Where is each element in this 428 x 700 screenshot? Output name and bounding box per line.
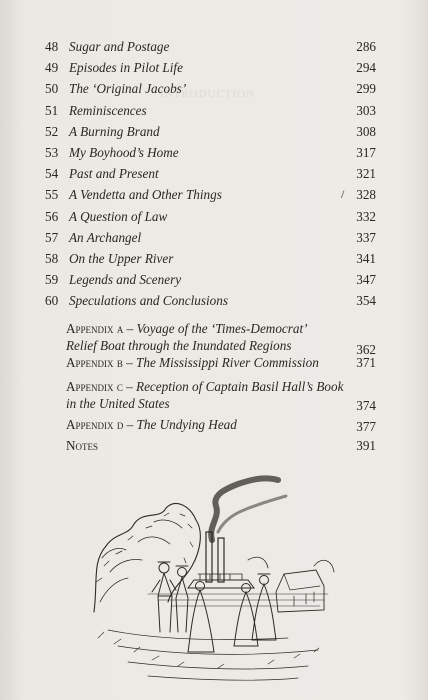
chapter-number: 51 — [45, 102, 59, 118]
chapter-number: 53 — [45, 144, 59, 160]
page-number: 321 — [356, 166, 376, 182]
page-number: 337 — [356, 229, 376, 245]
notes-label: Notes — [66, 438, 99, 453]
chapter-title: Reminiscences — [69, 102, 147, 118]
page-number: 377 — [356, 419, 376, 434]
chapter-number: 50 — [45, 81, 59, 97]
page-number: 371 — [356, 355, 376, 370]
chapter-number: 57 — [45, 229, 59, 245]
chapter-title: The ‘Original Jacobs’ — [69, 81, 187, 97]
pencil-mark: / — [341, 187, 345, 201]
appendix-entry — [66, 378, 376, 413]
chapter-title: Sugar and Postage — [69, 39, 170, 54]
chapter-number: 48 — [45, 39, 59, 54]
toc-entry — [0, 290, 428, 311]
appendix-entry — [66, 320, 376, 357]
toc-entry — [0, 163, 428, 184]
chapter-title: Episodes in Pilot Life — [69, 60, 183, 76]
bleed-through-text: INTRODUCTION — [160, 88, 256, 100]
chapter-title: A Vendetta and Other Things — [69, 187, 222, 203]
page-number: 374 — [356, 398, 376, 413]
chapter-number: 54 — [45, 166, 59, 182]
toc-entry — [0, 184, 428, 205]
chapter-title: My Boyhood’s Home — [69, 144, 179, 160]
page-number: 347 — [356, 272, 376, 288]
page-number: 391 — [356, 438, 376, 453]
chapter-number: 59 — [45, 272, 59, 288]
dash: – — [126, 417, 134, 432]
page-number: 362 — [356, 342, 376, 357]
appendix-label: Appendix b — [66, 355, 123, 370]
chapter-number: 55 — [45, 187, 59, 203]
page-number: 294 — [356, 60, 376, 76]
chapter-number: 60 — [45, 293, 59, 309]
appendix-title-line1: The Mississippi River Commission — [136, 355, 319, 370]
toc-entry — [0, 100, 428, 121]
chapter-title: On the Upper River — [69, 250, 174, 266]
notes-entry — [66, 437, 376, 454]
page-number: 332 — [356, 208, 376, 224]
page-number: 317 — [356, 144, 376, 160]
chapter-number: 58 — [45, 250, 59, 266]
page-number: 299 — [356, 81, 376, 97]
toc-entry — [0, 269, 428, 290]
chapter-title: Legends and Scenery — [69, 272, 182, 288]
appendix-label: Appendix d — [66, 417, 124, 432]
appendix-entry — [66, 354, 376, 371]
appendix-title-line1: Voyage of the ‘Times-Democrat’ — [136, 321, 308, 336]
toc-entry — [0, 248, 428, 269]
chapter-title: Speculations and Conclusions — [69, 293, 228, 309]
toc-entry — [0, 57, 428, 78]
toc-entry — [0, 121, 428, 142]
chapter-title: A Burning Brand — [69, 123, 160, 139]
page-number: 328 — [356, 187, 376, 203]
page-number: 303 — [356, 102, 376, 118]
chapter-number: 49 — [45, 60, 59, 76]
chapter-number: 52 — [45, 123, 59, 139]
page-number: 354 — [356, 293, 376, 309]
toc-entry — [0, 206, 428, 227]
appendix-label: Appendix a — [66, 321, 124, 336]
toc-entry — [0, 36, 428, 57]
chapter-title: A Question of Law — [69, 208, 168, 224]
page-number: 286 — [356, 39, 376, 54]
page-number: 308 — [356, 123, 376, 139]
dash: – — [126, 379, 133, 394]
appendix-title-line1: Reception of Captain Basil Hall’s Book — [136, 379, 344, 394]
appendix-title-line2: Relief Boat through the Inundated Regions — [66, 338, 292, 353]
dash: – — [126, 355, 133, 370]
appendix-title-line2: in the United States — [66, 396, 170, 411]
page-number: 341 — [356, 250, 376, 266]
table-of-contents — [0, 36, 428, 311]
toc-entry — [0, 142, 428, 163]
chapter-title: An Archangel — [69, 229, 142, 245]
appendix-title-line1: The Undying Head — [136, 417, 237, 432]
dash: – — [126, 321, 134, 336]
river-scene-illustration — [88, 462, 336, 684]
toc-entry — [0, 227, 428, 248]
chapter-title: Past and Present — [69, 166, 159, 182]
appendix-label: Appendix c — [66, 379, 123, 394]
toc-entry — [0, 78, 428, 99]
appendix-entry — [66, 416, 376, 434]
chapter-number: 56 — [45, 208, 59, 224]
